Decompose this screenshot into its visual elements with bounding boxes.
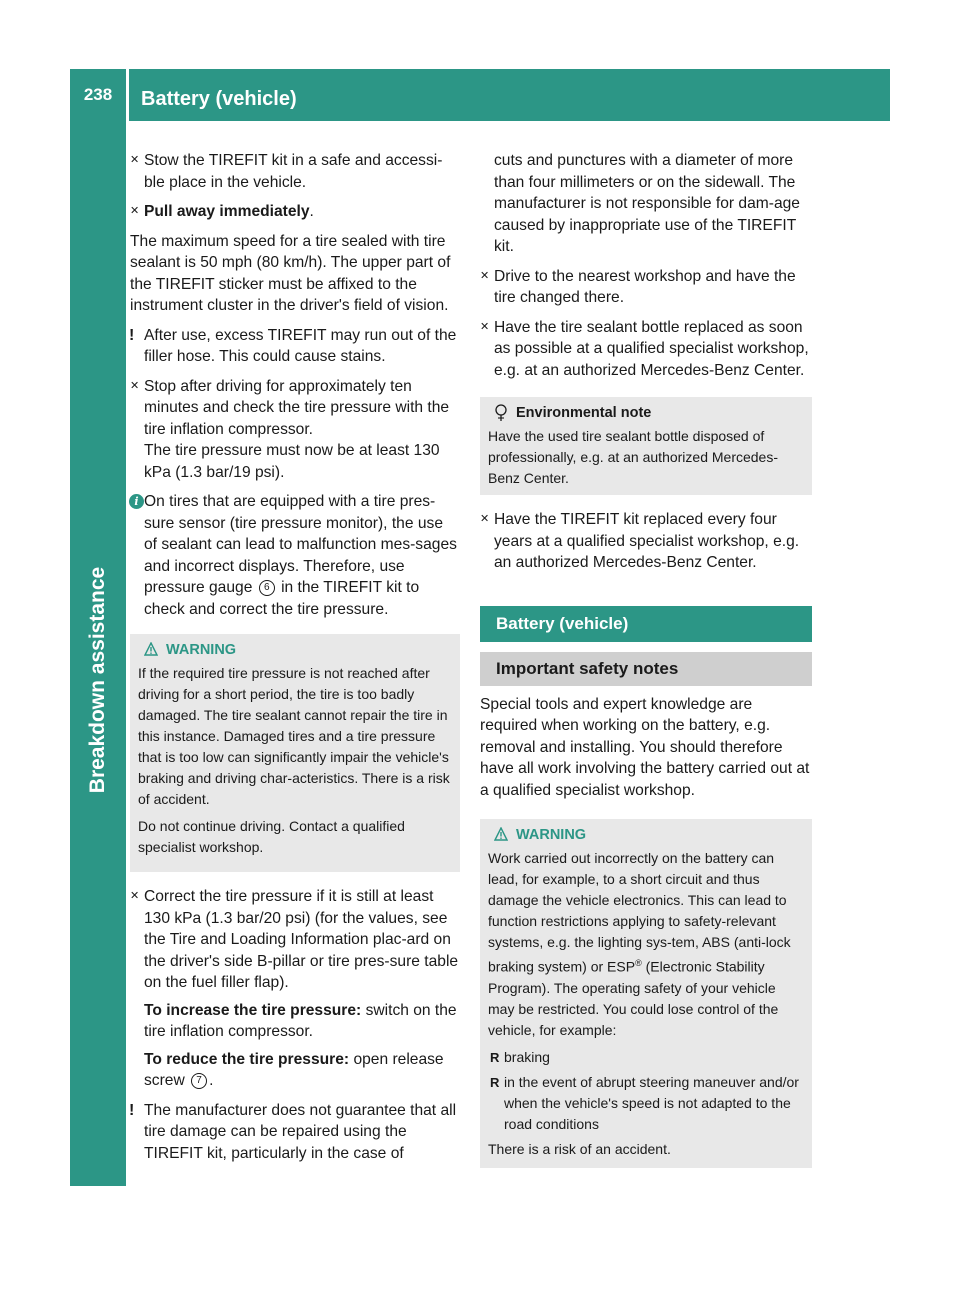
battery-warning-text-a: Work carried out incorrectly on the battery can lead, for example, to a short circuit and thus damage the vehicle electronics. This can lead to function restrictions applying to safety-relevant systems, e.g. the lighting sys-tem, ABS (anti-lock braking system) or ESP	[488, 850, 791, 975]
environmental-note-heading	[488, 403, 804, 424]
registered-mark: ®	[635, 958, 642, 968]
step-replace-kit: ✕ Have the TIREFIT kit replaced every four years at a qualified specialist workshop, e.g. an authorized Mercedes-Benz Center.	[480, 509, 812, 574]
bullet-r-icon: R	[490, 1074, 500, 1090]
exclamation-icon: !	[129, 1101, 135, 1119]
right-column	[480, 150, 812, 1182]
warning-text-1: If the required tire pressure is not reached after driving for a short period, the tire is too badly damaged. The tire sealant cannot repair the tire in this instance. Damaged tires and a tire pressure that is too low can significantly impair the vehicle's braking and driving char-acteristics. There is a risk of accident.	[138, 665, 450, 807]
reduce-text: open release screw	[144, 1050, 444, 1089]
section-tab-label: Breakdown assistance	[86, 566, 109, 794]
battery-warning-text-b: (Electronic Stability Program). The operating safety of your vehicle may be restricted. You could lose control of the vehicle, for example:	[488, 958, 779, 1038]
battery-warning-risk: There is a risk of an accident.	[488, 1140, 671, 1157]
increase-pressure	[144, 1000, 460, 1043]
reduce-end: .	[209, 1072, 214, 1089]
info-text-b: in the TIREFIT kit to check and correct the tire pressure.	[144, 579, 420, 618]
note-no-guarantee-text: The manufacturer does not guarantee that all tire damage can be repaired using the TIREFIT kit, particularly in the case of	[144, 1101, 457, 1162]
increase-text: switch on the tire inflation compressor.	[144, 1001, 457, 1040]
reduce-label: To reduce the tire pressure:	[144, 1050, 350, 1068]
note-no-guarantee	[130, 1100, 460, 1165]
warning-bullet-text: braking	[504, 1048, 550, 1065]
warning-bullet	[488, 1047, 804, 1068]
warning-heading	[488, 825, 804, 846]
warning-heading	[138, 640, 452, 661]
note-excess-tirefit-text: After use, excess TIREFIT may run out of the filler hose. This could cause stains.	[144, 326, 457, 365]
step-pull-away-text: Pull away immediately	[144, 203, 310, 220]
subsection-heading-safety: Important safety notes	[480, 652, 812, 686]
warning-bullet	[488, 1072, 804, 1135]
page-title: Battery (vehicle)	[141, 88, 297, 110]
info-icon: i	[129, 494, 144, 509]
step-stop-check-text: ✕ Stop after driving for approximately ten minutes and check the tire pressure with the tire inflation compressor.	[144, 377, 450, 438]
warning-triangle-icon	[144, 642, 158, 656]
step-correct-pressure-text: ✕ Correct the tire pressure if it is still at least 130 kPa (1.3 bar/20 psi) (for the values, see the Tire and Loading Information plac-ard on the driver's side B-pillar or tire pres-sure table on the fuel filler flap).	[144, 888, 459, 991]
warning-title: WARNING	[516, 827, 587, 843]
callout-number-6: 6	[259, 580, 275, 596]
step-drive-workshop: ✕ Drive to the nearest workshop and have the tire changed there.	[480, 266, 812, 309]
max-speed-paragraph: The maximum speed for a tire sealed with tire sealant is 50 mph (80 km/h). The upper part of the TIREFIT sticker must be affixed to the instrument cluster in the driver's field of vision.	[130, 232, 451, 314]
info-text-a: On tires that are equipped with a tire pres-sure sensor (tire pressure monitor), the use of sealant can lead to malfunction mes-sages and incorrect displays. Therefore, use pressure gauge	[144, 493, 457, 596]
battery-paragraph: Special tools and expert knowledge are required when working on the battery, e.g. removal and installing. You should therefore have all work involving the battery carried out at a qualified specialist workshop.	[480, 695, 810, 799]
warning-title: WARNING	[166, 642, 237, 658]
page-header	[70, 69, 890, 121]
warning-triangle-icon	[494, 827, 508, 841]
step-pull-away-end: .	[309, 203, 314, 220]
info-pressure-sensor	[130, 491, 460, 620]
warning-bullet-text: in the event of abrupt steering maneuver and/or when the vehicle's speed is not adapted to the road conditions	[504, 1073, 799, 1132]
warning-text-2: Do not continue driving. Contact a qualified specialist workshop.	[138, 818, 405, 855]
environmental-note-title: Environmental note	[516, 405, 652, 421]
increase-label: To increase the tire pressure:	[144, 1001, 362, 1019]
step-stop-check-min: The tire pressure must now be at least 130 kPa (1.3 bar/19 psi).	[144, 442, 440, 481]
note-excess-tirefit	[130, 325, 460, 368]
step-correct-pressure	[130, 886, 460, 1092]
step-stop-check	[130, 376, 460, 484]
environmental-note-text: Have the used tire sealant bottle disposed of professionally, e.g. at an authorized Mercedes-Benz Center.	[488, 428, 779, 486]
left-column	[130, 150, 460, 1172]
battery-warning-text	[488, 848, 804, 1041]
exclamation-icon: !	[129, 326, 135, 344]
continued-paragraph: cuts and punctures with a diameter of more than four millimeters or on the sidewall. The manufacturer is not responsible for dam-age caused by inappropriate use of the TIREFIT kit.	[494, 152, 800, 255]
environmental-note-box	[480, 397, 812, 495]
step-stow-kit: ✕ Stow the TIREFIT kit in a safe and accessi-ble place in the vehicle.	[130, 150, 460, 193]
warning-box-tire	[130, 634, 460, 872]
reduce-pressure	[144, 1049, 460, 1092]
callout-number-7: 7	[191, 1073, 207, 1089]
bullet-r-icon: R	[490, 1049, 500, 1065]
section-heading-battery: Battery (vehicle)	[480, 606, 812, 642]
header-divider	[126, 69, 129, 121]
step-pull-away	[130, 201, 460, 223]
lightbulb-icon	[494, 404, 508, 422]
step-replace-bottle: ✕ Have the tire sealant bottle replaced as soon as possible at a qualified specialist workshop, e.g. at an authorized Mercedes-Benz Center.	[480, 317, 812, 382]
warning-box-battery	[480, 819, 812, 1168]
page-number: 238	[83, 85, 113, 104]
